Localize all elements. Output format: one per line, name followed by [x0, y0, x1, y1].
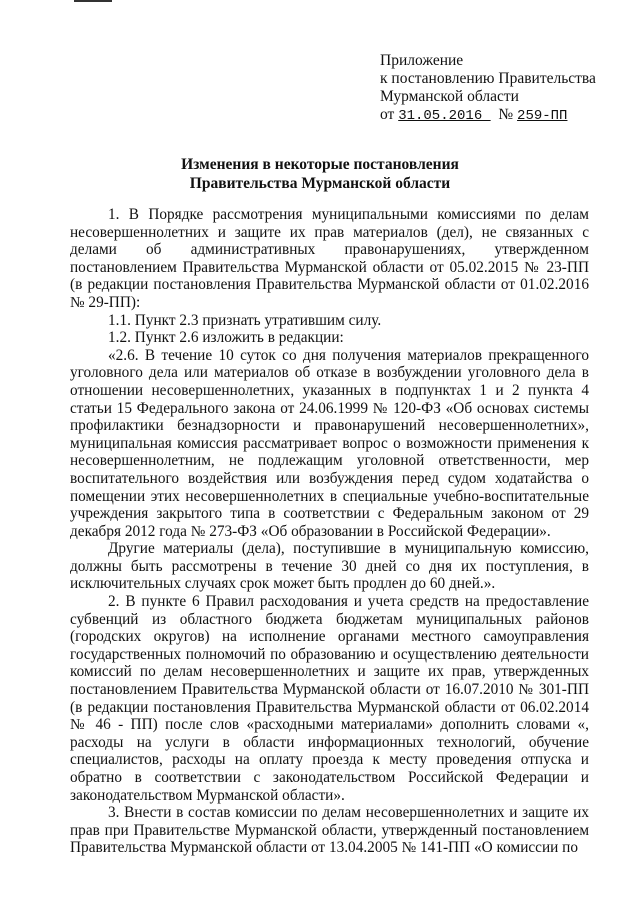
top-rule — [74, 0, 112, 2]
appendix-to-resolution: к постановлению Правительства — [380, 70, 596, 87]
paragraph: 1.2. Пункт 2.6 изложить в редакции: — [108, 329, 344, 347]
appendix-date-number — [380, 106, 596, 125]
document-body — [70, 206, 589, 857]
paragraph: 3. Внести в состав комиссии по делам несовершеннолетних и защите их прав при Правительстве Мурманской области, утвержденный постановлением Правительства Мурманской области от 13.04.2005 № 141-ПП «О комиссии по — [70, 804, 589, 857]
paragraph: 1. В Порядке рассмотрения муниципальными комиссиями по делам несовершеннолетних и защите их прав материалов (дел), не связанных с делами об административных правонарушениях, утвержденном постановлением Правительства Мурманской области от 05.02.2015 № 23-ПП (в редакции постановления Правительства Мурманской области от 01.02.2016 № 29-ПП): — [70, 206, 589, 311]
paragraph: Другие материалы (дела), поступившие в муниципальную комиссию, должны быть рассмотрены в течение 30 дней со дня их поступления, в исключительных случаях срок может быть продлен до 60 дней.». — [70, 540, 589, 593]
appendix-from: от — [380, 106, 395, 123]
document-title — [0, 155, 640, 193]
title-line-2: Правительства Мурманской области — [189, 175, 451, 192]
appendix-label: Приложение — [380, 52, 464, 69]
appendix-block — [380, 52, 596, 125]
paragraph: 1.1. Пункт 2.3 признать утратившим силу. — [108, 311, 382, 329]
number-sign: № — [498, 106, 514, 123]
appendix-region: Мурманской области — [380, 88, 519, 105]
paragraph: 2. В пункте 6 Правил расходования и учета средств на предоставление субвенций из областного бюджета бюджетам муниципальных районов (городских округов) на исполнение органами местного самоуправления государственных полномочий по образованию и осуществлению деятельности комиссий по делам несовершеннолетних и защите их прав, утвержденных постановлением Правительства Мурманской области от 16.07.2010 № 301-ПП (в редакции постановления Правительства Мурманской области от 06.02.2014 № 46 - ПП) после слов «расходными материалами» дополнить словами «, расходы на услуги в области информационных технологий, обучение специалистов, расходы на оплату проезда к месту проведения отпуска и обратно в соответствии с законодательством Российской Федерации и законодательством Мурманской области». — [70, 593, 589, 804]
paragraph: «2.6. В течение 10 суток со дня получения материалов прекращенного уголовного дела или материалов об отказе в возбуждении уголовного дела в отношении несовершеннолетних, указанных в подпунктах 1 и 2 пункта 4 статьи 15 Федерального закона от 24.06.1999 № 120-ФЗ «Об основах системы профилактики безнадзорности и правонарушений несовершеннолетних», муниципальная комиссия рассматривает вопрос о возможности применения к несовершеннолетним, не подлежащим уголовной ответственности, мер воспитательного воздействия или возбуждения перед судом ходатайства о помещении этих несовершеннолетних в специальные учебно-воспитательные учреждения закрытого типа в соответствии с Федеральным законом от 29 декабря 2012 года № 273-ФЗ «Об образовании в Российской Федерации». — [70, 346, 589, 540]
title-line-1: Изменения в некоторые постановления — [181, 156, 459, 173]
resolution-date: 31.05.2016 — [398, 108, 491, 124]
resolution-number: 259-ПП — [517, 108, 568, 124]
